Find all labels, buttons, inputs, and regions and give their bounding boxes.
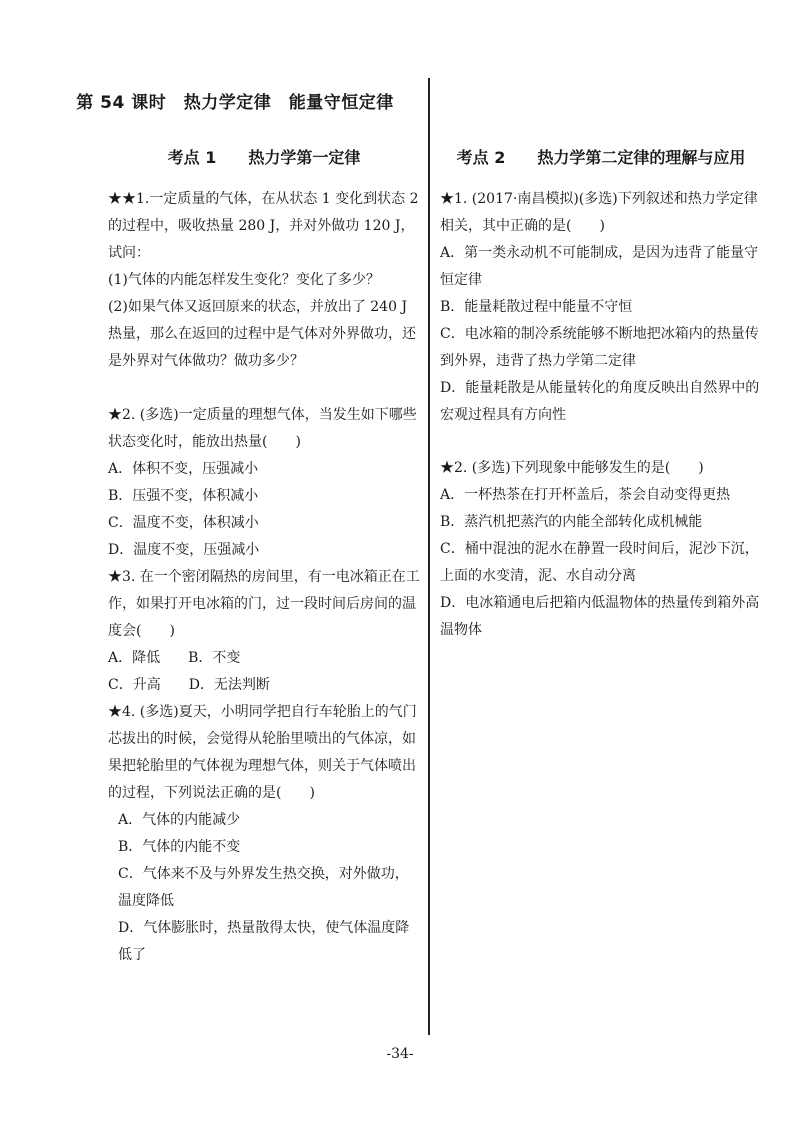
sub-question-1: (1)气体的内能怎样发生变化？变化了多少？ bbox=[108, 272, 380, 288]
sub-question-2: (2)如果气体又返回原来的状态，并放出了 240 J 热量，那么在返回的过程中是气体对外界做功，还是外界对气体做功？做功多少？ bbox=[108, 299, 416, 369]
option-a: A．气体的内能减少 bbox=[118, 812, 241, 828]
question-1-4 bbox=[108, 699, 420, 969]
option-c: C．温度不变，体积减小 bbox=[108, 515, 259, 531]
question-stem: ★1. (2017·南昌模拟)(多选)下列叙述和热力学定律相关，其中正确的是( ) bbox=[440, 191, 758, 234]
options-row-2: C．升高 D．无法判断 bbox=[108, 677, 270, 693]
option-c: C．电冰箱的制冷系统能够不断地把冰箱内的热量传到外界，违背了热力学第二定律 bbox=[440, 326, 759, 369]
question-2-2 bbox=[440, 455, 762, 644]
option-d: D．电冰箱通电后把箱内低温物体的热量传到箱外高温物体 bbox=[440, 595, 760, 638]
question-stem: ★★1.一定质量的气体，在从状态 1 变化到状态 2 的过程中，吸收热量 280 J，并对外做功 120 J，试问： bbox=[108, 191, 419, 261]
question-2-1 bbox=[440, 186, 762, 429]
question-1-1 bbox=[108, 186, 420, 375]
option-b: B．蒸汽机把蒸汽的内能全部转化成机械能 bbox=[440, 514, 703, 530]
option-b: B．能量耗散过程中能量不守恒 bbox=[440, 299, 633, 315]
option-a: A．第一类永动机不可能制成，是因为违背了能量守恒定律 bbox=[440, 245, 759, 288]
option-d: D．能量耗散是从能量转化的角度反映出自然界中的宏观过程具有方向性 bbox=[440, 380, 760, 423]
question-stem: ★2. (多选)下列现象中能够发生的是( ) bbox=[440, 460, 704, 476]
option-b: B．气体的内能不变 bbox=[118, 839, 241, 855]
question-1-2 bbox=[108, 402, 420, 564]
section-heading-1: 考点 1 热力学第一定律 bbox=[167, 148, 361, 167]
option-d: D．温度不变，压强减小 bbox=[108, 542, 260, 558]
section-heading-2: 考点 2 热力学第二定律的理解与应用 bbox=[456, 148, 746, 167]
question-stem: ★2. (多选)一定质量的理想气体，当发生如下哪些状态变化时，能放出热量( ) bbox=[108, 407, 417, 450]
option-b: B．压强不变，体积减小 bbox=[108, 488, 259, 504]
question-stem: ★3. 在一个密闭隔热的房间里，有一电冰箱正在工作，如果打开电冰箱的门，过一段时间后房间的温度会( ) bbox=[108, 569, 420, 639]
option-c: C．桶中混浊的泥水在静置一段时间后，泥沙下沉，上面的水变清，泥、水自动分离 bbox=[440, 541, 759, 584]
option-d: D．气体膨胀时，热量散得太快，使气体温度降低了 bbox=[118, 920, 410, 963]
lesson-title: 第 54 课时 热力学定律 能量守恒定律 bbox=[76, 93, 394, 113]
page-number: -34- bbox=[386, 1046, 414, 1062]
question-stem: ★4. (多选)夏天，小明同学把自行车轮胎上的气门芯拔出的时候，会觉得从轮胎里喷出的气体凉，如果把轮胎里的气体视为理想气体，则关于气体喷出的过程，下列说法正确的是( ) bbox=[108, 704, 417, 801]
options-row-1: A．降低 B．不变 bbox=[108, 650, 241, 666]
question-1-3 bbox=[108, 564, 420, 699]
option-a: A．体积不变，压强减小 bbox=[108, 461, 259, 477]
column-divider bbox=[428, 78, 430, 1035]
option-c: C．气体来不及与外界发生热交换，对外做功，温度降低 bbox=[118, 866, 409, 909]
option-a: A．一杯热茶在打开杯盖后，茶会自动变得更热 bbox=[440, 487, 731, 503]
